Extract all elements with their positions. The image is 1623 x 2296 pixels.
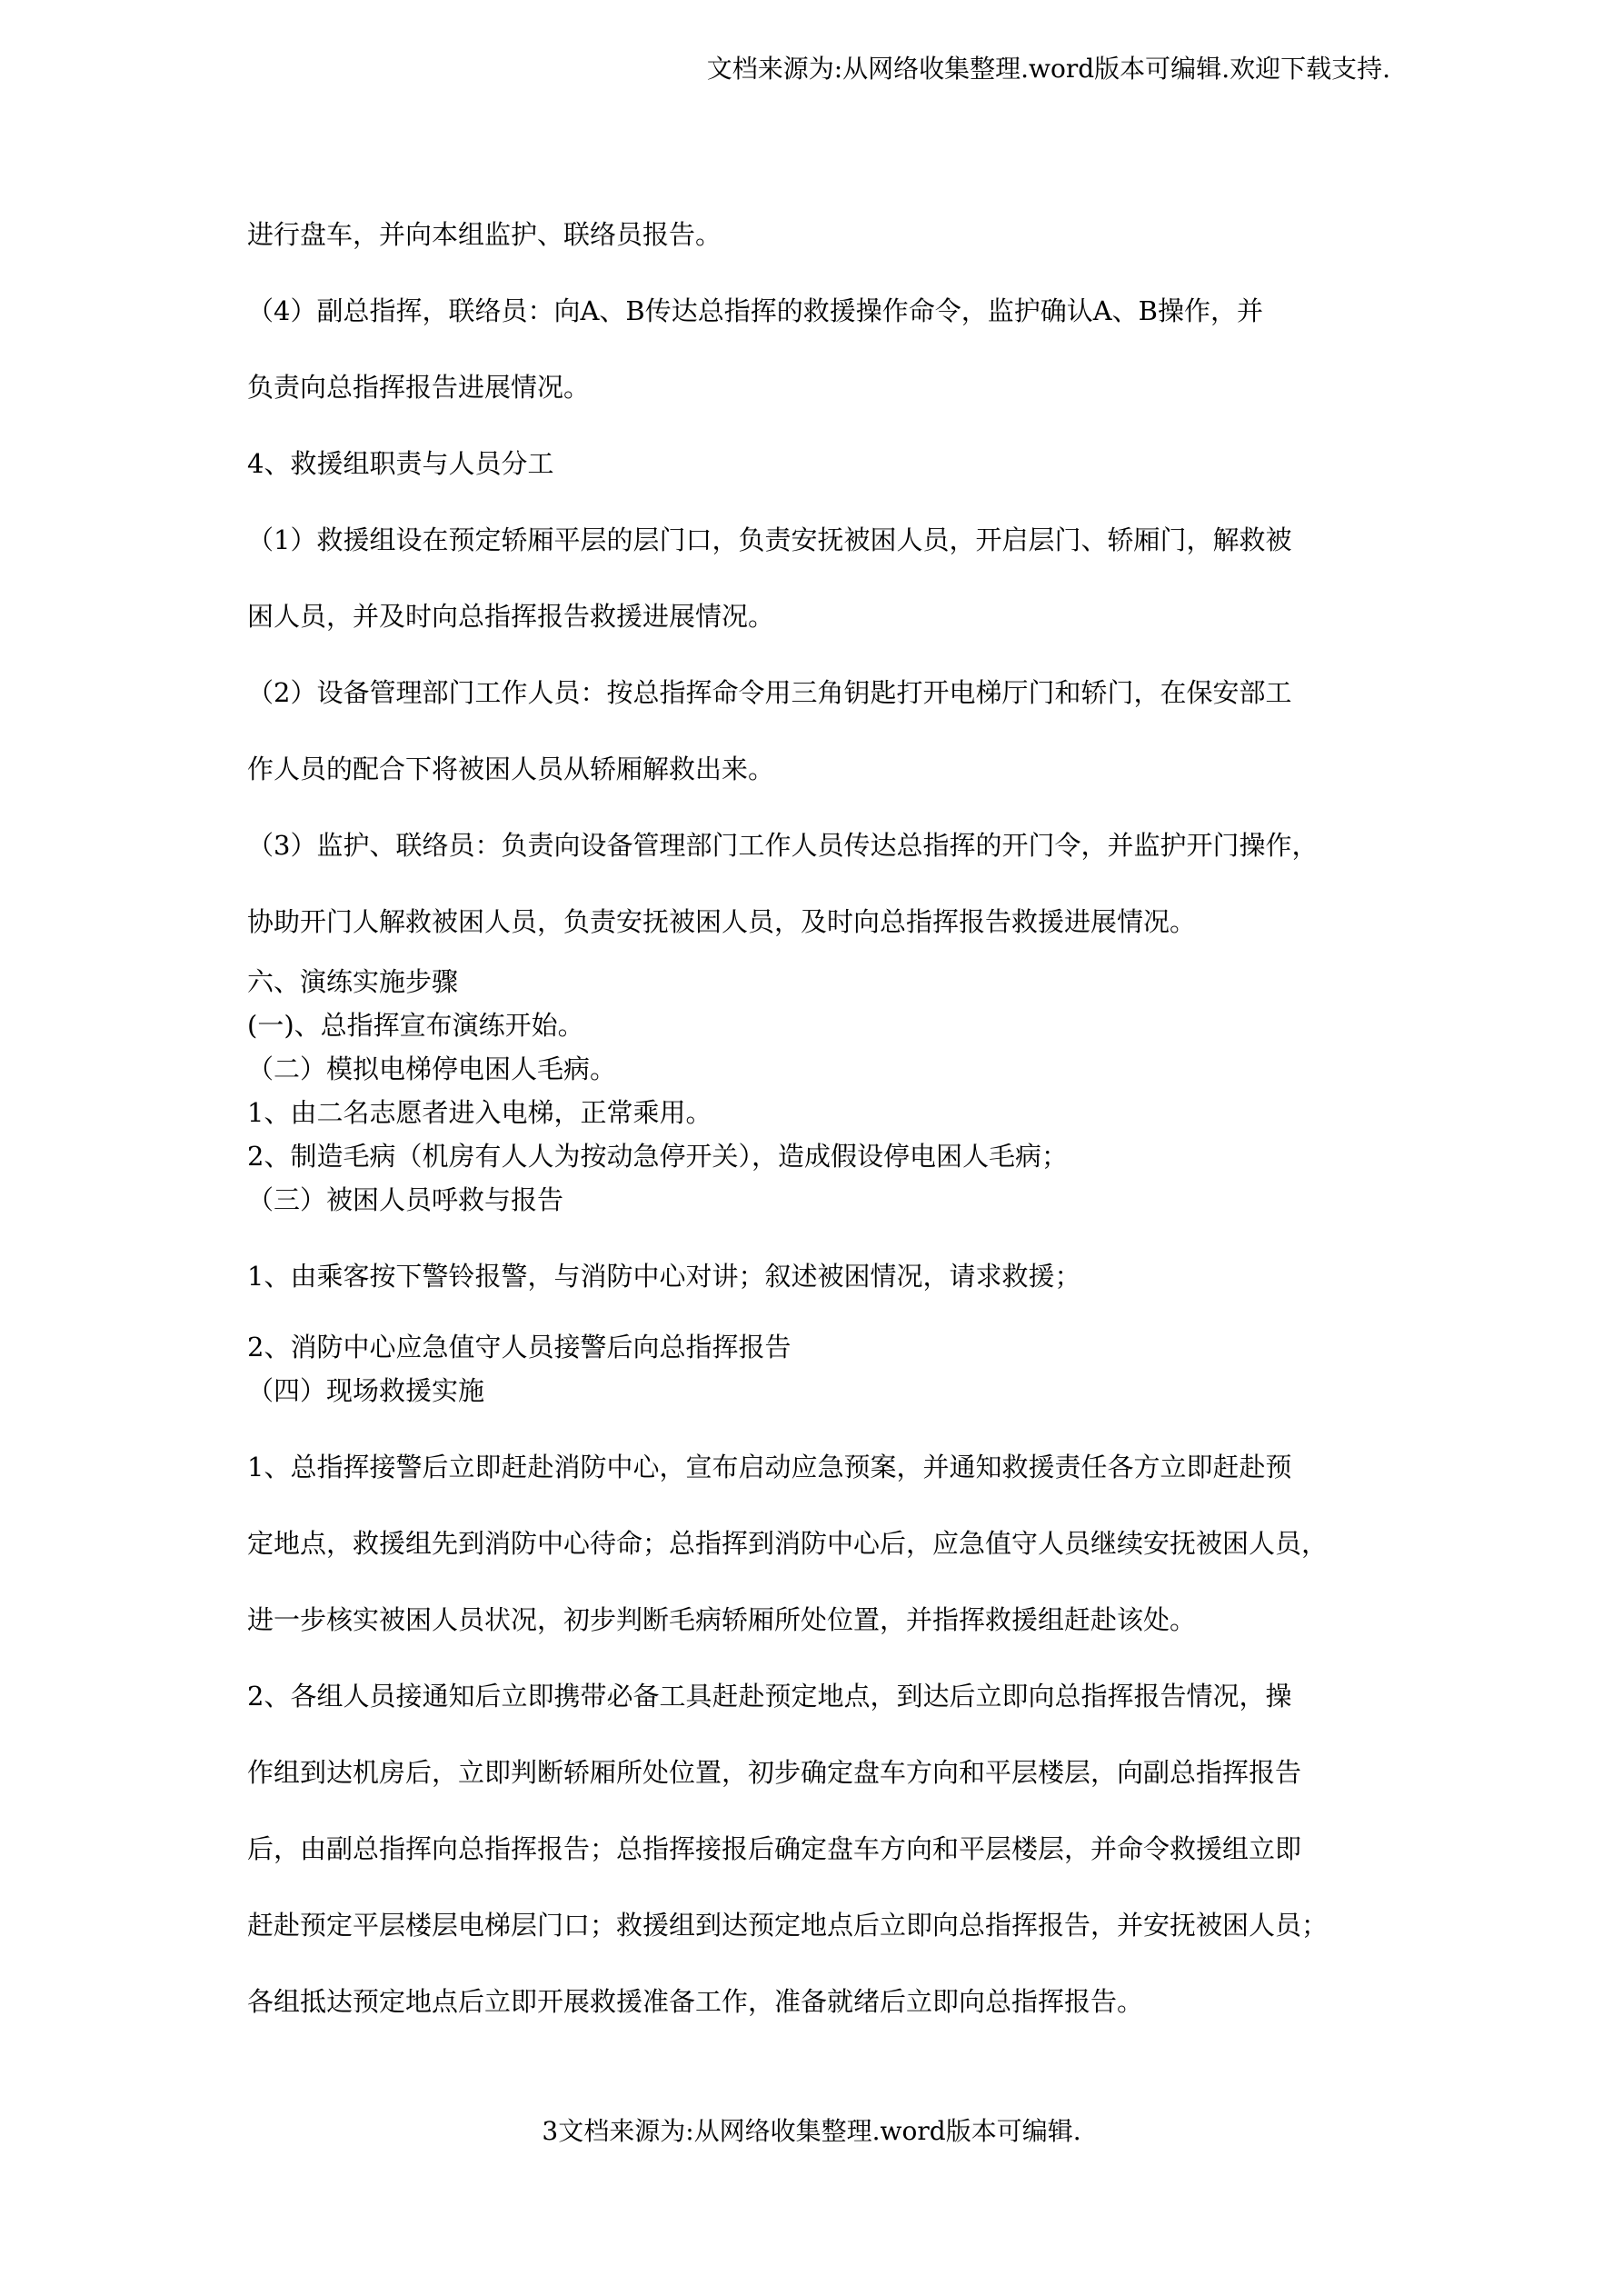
paragraph: 赶赴预定平层楼层电梯层门口；救援组到达预定地点后立即向总指挥报告，并安抚被困人员； [247, 1910, 1329, 1941]
paragraph: （二）模拟电梯停电困人毛病。 [247, 1053, 617, 1084]
paragraph: 作人员的配合下将被困人员从轿厢解救出来。 [247, 754, 775, 784]
paragraph: （3）监护、联络员：负责向设备管理部门工作人员传达总指挥的开门令，并监护开门操作， [247, 830, 1319, 861]
paragraph: （2）设备管理部门工作人员：按总指挥命令用三角钥匙打开电梯厅门和轿门，在保安部工 [247, 677, 1292, 708]
paragraph: （三）被困人员呼救与报告 [247, 1184, 564, 1215]
document-body [247, 196, 1401, 2040]
paragraph: （1）救援组设在预定轿厢平层的层门口，负责安抚被困人员，开启层门、轿厢门，解救被 [247, 524, 1292, 555]
paragraph: 后，由副总指挥向总指挥报告；总指挥接报后确定盘车方向和平层楼层，并命令救援组立即 [247, 1833, 1302, 1864]
page-footer: 3文档来源为:从网络收集整理.word版本可编辑. [542, 2116, 1081, 2146]
paragraph: 各组抵达预定地点后立即开展救援准备工作，准备就绪后立即向总指挥报告。 [247, 1986, 1144, 2017]
paragraph: 2、各组人员接通知后立即携带必备工具赶赴预定地点，到达后立即向总指挥报告情况，操 [247, 1681, 1292, 1712]
paragraph: (一)、总指挥宣布演练开始。 [247, 1010, 584, 1041]
paragraph: 1、总指挥接警后立即赶赴消防中心，宣布启动应急预案，并通知救援责任各方立即赶赴预 [247, 1452, 1292, 1482]
paragraph: 作组到达机房后，立即判断轿厢所处位置，初步确定盘车方向和平层楼层，向副总指挥报告 [247, 1757, 1302, 1788]
paragraph: 负责向总指挥报告进展情况。 [247, 372, 591, 403]
paragraph: 2、消防中心应急值守人员接警后向总指挥报告 [247, 1332, 792, 1363]
paragraph: （4）副总指挥，联络员：向A、B传达总指挥的救援操作命令，监护确认A、B操作，并 [247, 295, 1263, 326]
paragraph: 1、由乘客按下警铃报警，与消防中心对讲；叙述被困情况，请求救援； [247, 1261, 1081, 1292]
paragraph: 进行盘车，并向本组监护、联络员报告。 [247, 219, 722, 250]
paragraph: 进一步核实被困人员状况，初步判断毛病轿厢所处位置，并指挥救援组赶赴该处。 [247, 1604, 1197, 1635]
paragraph: 定地点，救援组先到消防中心待命；总指挥到消防中心后，应急值守人员继续安抚被困人员， [247, 1528, 1329, 1559]
paragraph: 困人员，并及时向总指挥报告救援进展情况。 [247, 601, 775, 632]
page-header: 文档来源为:从网络收集整理.word版本可编辑.欢迎下载支持. [706, 54, 1390, 84]
paragraph: 协助开门人解救被困人员，负责安抚被困人员，及时向总指挥报告救援进展情况。 [247, 906, 1197, 937]
section-heading: 六、演练实施步骤 [247, 966, 459, 997]
paragraph: （四）现场救援实施 [247, 1375, 485, 1406]
paragraph: 2、制造毛病（机房有人人为按动急停开关），造成假设停电困人毛病； [247, 1141, 1068, 1172]
paragraph: 4、救援组职责与人员分工 [247, 448, 554, 479]
paragraph: 1、由二名志愿者进入电梯，正常乘用。 [247, 1097, 712, 1128]
